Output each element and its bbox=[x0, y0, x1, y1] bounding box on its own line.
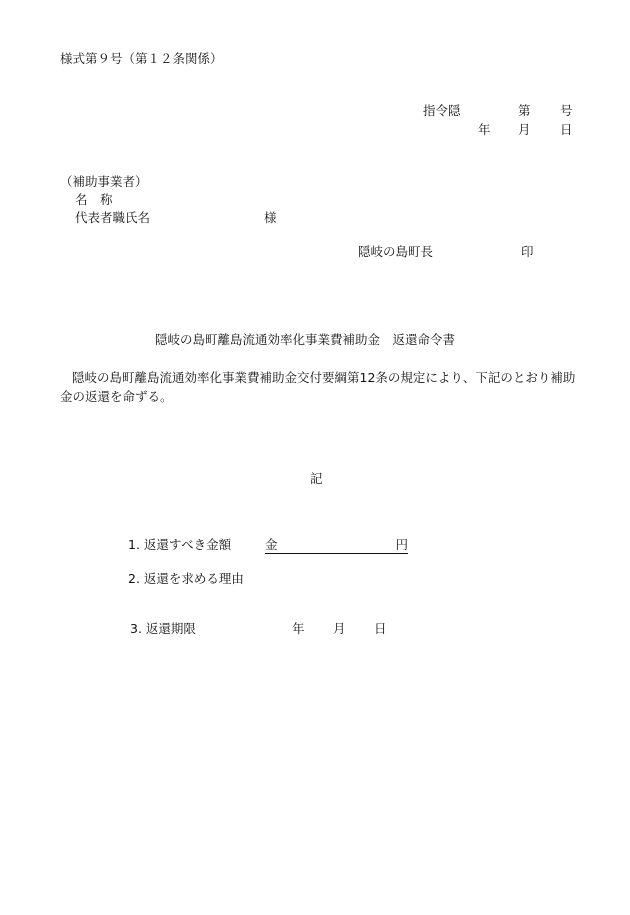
item-1-prefix: 金 bbox=[265, 537, 278, 552]
document-title: 隠岐の島町離島流通効率化事業費補助金 返還命令書 bbox=[155, 332, 456, 347]
instruction-go: 号 bbox=[560, 103, 573, 118]
recipient-honorific: 様 bbox=[264, 210, 277, 225]
ki-heading: 記 bbox=[310, 471, 323, 486]
body-text: 隠岐の島町離島流通効率化事業費補助金交付要綱第12条の規定により、下記のとおり補助金の返還を命ずる。 bbox=[60, 370, 576, 404]
item-3-label: 3. 返還期限 bbox=[130, 621, 196, 636]
item-1-suffix: 円 bbox=[395, 537, 408, 552]
date-month: 月 bbox=[518, 122, 531, 137]
recipient-name-label: 名 称 bbox=[75, 192, 113, 207]
item-1-label: 1. 返還すべき金額 bbox=[128, 537, 232, 552]
date-year: 年 bbox=[478, 122, 491, 137]
date-day: 日 bbox=[560, 122, 573, 137]
recipient-label: （補助事業者） bbox=[60, 174, 148, 189]
item-2-label: 2. 返還を求める理由 bbox=[128, 571, 244, 586]
instruction-label: 指令隠 bbox=[423, 103, 461, 118]
item-3-year: 年 bbox=[292, 621, 305, 636]
issuer-name: 隠岐の島町長 bbox=[358, 244, 434, 259]
body-paragraph bbox=[60, 368, 580, 406]
issuer-seal: 印 bbox=[521, 244, 534, 259]
form-number: 様式第９号（第１２条関係） bbox=[60, 51, 223, 66]
item-1-amount-line bbox=[265, 539, 408, 554]
instruction-dai: 第 bbox=[518, 103, 531, 118]
item-3-day: 日 bbox=[374, 621, 387, 636]
item-3-month: 月 bbox=[333, 621, 346, 636]
recipient-rep-label: 代表者職氏名 bbox=[75, 210, 151, 225]
